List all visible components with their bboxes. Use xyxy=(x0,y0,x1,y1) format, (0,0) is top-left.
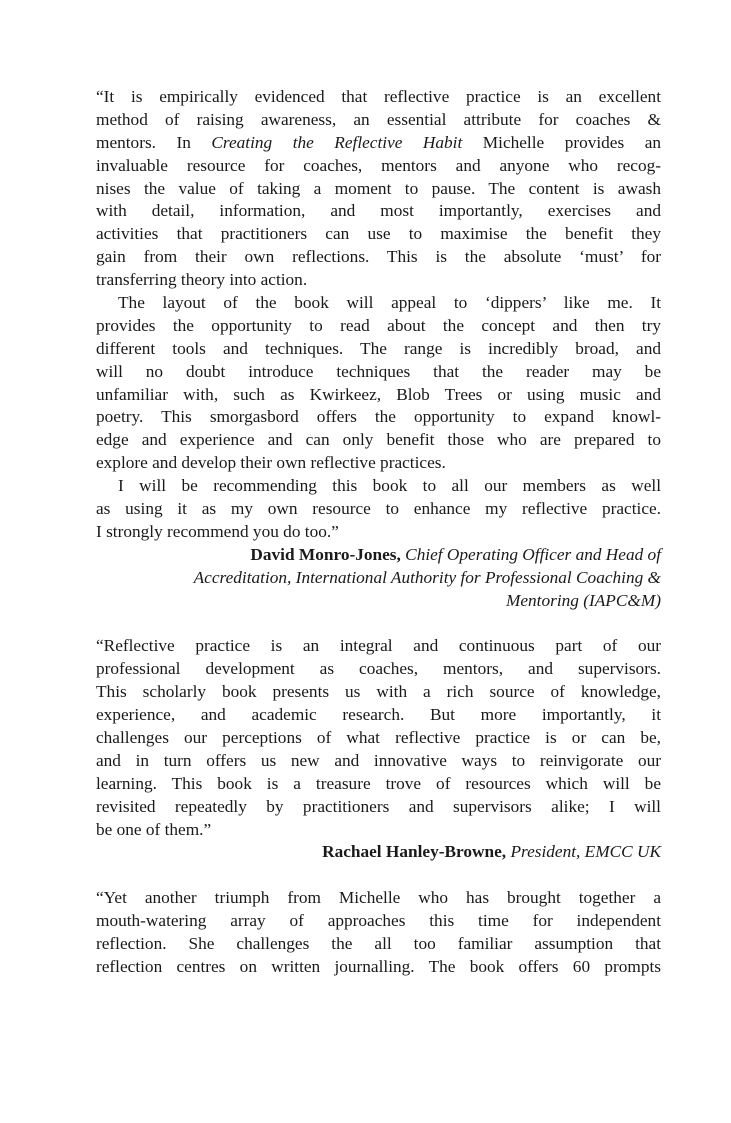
text-line: challenges our perceptions of what reflective practice is or can be, xyxy=(96,727,661,747)
text-line: edge and experience and can only benefit those who are prepared to xyxy=(96,430,661,450)
text-line: reflection. She challenges the all too familiar assumption that xyxy=(96,933,661,953)
attribution-line xyxy=(96,841,661,864)
text-line: activities that practitioners can use to maximise the benefit they xyxy=(96,224,661,244)
author-role: Mentoring (IAPC&M) xyxy=(505,590,661,610)
text-line: experience, and academic research. But more importantly, it xyxy=(96,705,661,725)
text-line: learning. This book is a treasure trove of resources which will be xyxy=(96,773,661,793)
text-line: gain from their own reflections. This is the absolute ‘must’ for xyxy=(96,247,661,267)
text-line: explore and develop their own reflective practices. xyxy=(96,453,446,473)
testimonial-attribution xyxy=(96,544,661,613)
text-line: method of raising awareness, an essential attribute for coaches & xyxy=(96,109,661,129)
book-title: Creating the Reflective Habit xyxy=(211,132,463,152)
book-page xyxy=(96,86,661,979)
testimonial-paragraph xyxy=(96,475,661,544)
testimonial xyxy=(96,86,661,612)
text-line: professional development as coaches, mentors, and supervisors. xyxy=(96,659,661,679)
testimonial-paragraph xyxy=(96,635,661,841)
author-name: Rachael Hanley-Browne, xyxy=(322,842,507,862)
testimonial-paragraph xyxy=(96,292,661,475)
text-line: I will be recommending this book to all our members as well xyxy=(118,476,661,496)
text-line: unfamiliar with, such as Kwirkeez, Blob Trees or using music and xyxy=(96,384,661,404)
testimonial-paragraph xyxy=(96,86,661,292)
text-line: poetry. This smorgasbord offers the opportunity to expand knowl- xyxy=(96,407,661,427)
text-line: nises the value of taking a moment to pause. The content is awash xyxy=(96,178,661,198)
text-line: provides the opportunity to read about the concept and then try xyxy=(96,315,661,335)
testimonial xyxy=(96,887,661,979)
text-line: with detail, information, and most importantly, exercises and xyxy=(96,201,661,221)
text-line xyxy=(96,132,661,155)
author-role: President, EMCC UK xyxy=(510,842,661,862)
text-segment: Michelle provides an xyxy=(462,132,662,152)
testimonial xyxy=(96,635,661,864)
testimonial-attribution xyxy=(96,841,661,864)
author-name: David Monro-Jones, xyxy=(250,544,401,564)
author-role: Chief Operating Officer and Head of xyxy=(405,544,661,564)
text-line: be one of them.” xyxy=(96,819,212,839)
text-line: reflection centres on written journalling. The book offers 60 prompts xyxy=(96,956,661,976)
text-line: mouth-watering array of approaches this time for independent xyxy=(96,911,661,931)
text-line: and in turn offers us new and innovative ways to reinvigorate our xyxy=(96,750,661,770)
text-line: different tools and techniques. The range is incredibly broad, and xyxy=(96,338,661,358)
author-role: Accreditation, International Authority for Professional Coaching & xyxy=(193,567,661,587)
text-line: “It is empirically evidenced that reflective practice is an excellent xyxy=(96,87,661,106)
text-line: invaluable resource for coaches, mentors and anyone who recog- xyxy=(96,155,661,175)
text-line: The layout of the book will appeal to ‘dippers’ like me. It xyxy=(118,293,661,313)
text-line: will no doubt introduce techniques that the reader may be xyxy=(96,361,661,381)
text-line: revisited repeatedly by practitioners and supervisors alike; I will xyxy=(96,796,661,816)
text-line: “Yet another triumph from Michelle who has brought together a xyxy=(96,888,661,908)
text-line: “Reflective practice is an integral and continuous part of our xyxy=(96,636,661,656)
text-line: I strongly recommend you do too.” xyxy=(96,521,339,541)
text-segment: mentors. In xyxy=(96,132,212,152)
section-gap xyxy=(96,612,661,635)
text-line: as using it as my own resource to enhance my reflective practice. xyxy=(96,499,661,519)
testimonial-paragraph xyxy=(96,887,661,979)
text-line: transferring theory into action. xyxy=(96,270,308,290)
section-gap xyxy=(96,864,661,887)
attribution-line xyxy=(96,544,661,567)
text-line: This scholarly book presents us with a rich source of knowledge, xyxy=(96,682,661,702)
